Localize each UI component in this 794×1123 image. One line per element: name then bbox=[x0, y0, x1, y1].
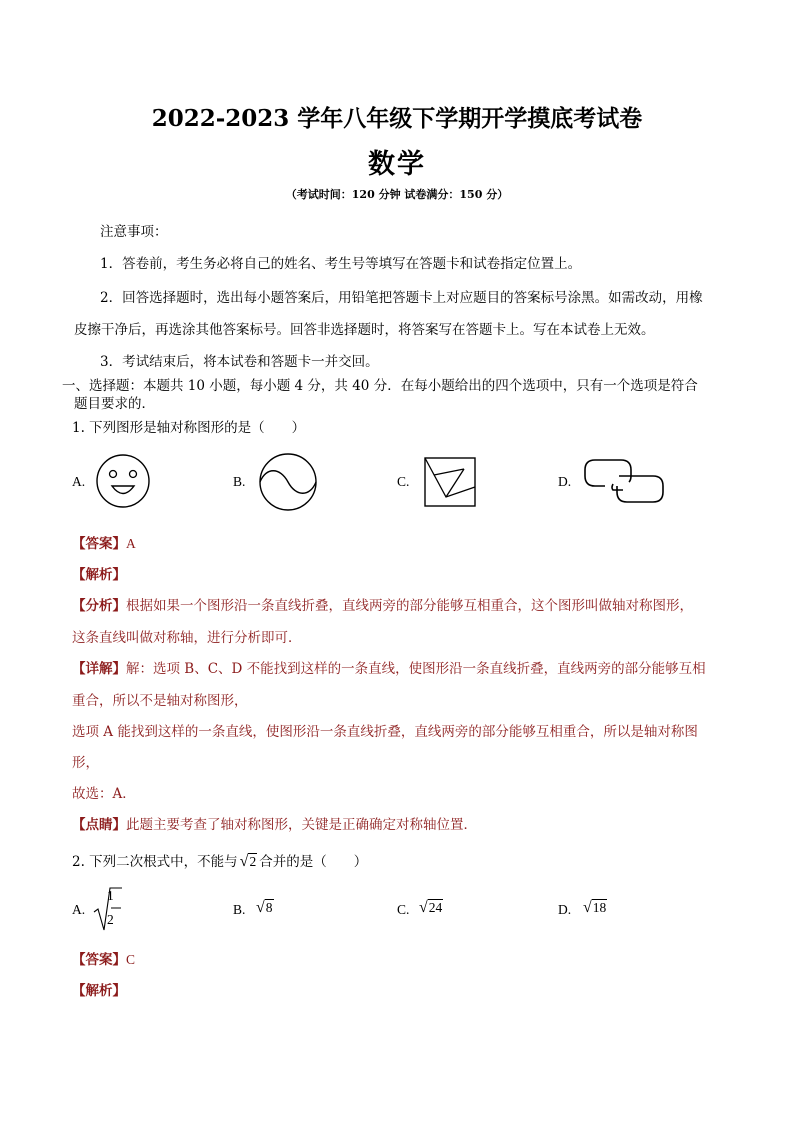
section-heading-line-1: 一、选择题：本题共 10 小题，每小题 4 分，共 40 分．在每小题给出的四个选项中，只有一个选项是符合 bbox=[62, 378, 698, 394]
exam-title: 2022-2023 学年八年级下学期开学摸底考试卷 bbox=[151, 105, 643, 132]
smiley-face-icon bbox=[94, 453, 160, 509]
q2-option-b-sqrt: √8 bbox=[256, 899, 273, 916]
answer-value: A bbox=[126, 536, 136, 551]
exam-info: （考试时间：120 分钟 试卷满分：150 分） bbox=[285, 188, 509, 201]
interlocking-chain-icon bbox=[583, 458, 665, 506]
subject-title: 数学 bbox=[368, 149, 426, 180]
q1-conclusion: 故选：A． bbox=[72, 786, 136, 802]
q2-option-d-label: D. bbox=[558, 902, 572, 917]
q1-analysis-tag: 【解析】 bbox=[72, 567, 126, 583]
q1-option-d-label: D. bbox=[558, 474, 572, 489]
q2-option-c-label: C. bbox=[397, 902, 410, 917]
q1-answer bbox=[72, 532, 136, 552]
q1-xiangjie-line-1 bbox=[72, 657, 706, 677]
q2-option-c-radicand: 24 bbox=[428, 900, 443, 915]
q2-option-b-label: B. bbox=[233, 902, 246, 917]
notice-item-3: 3．考试结束后，将本试卷和答题卡一并交回。 bbox=[100, 354, 379, 370]
q1-dianjing bbox=[72, 813, 477, 833]
q1-xiangjie-line-4: 形， bbox=[72, 755, 99, 771]
q2-stem-before: 2. 下列二次根式中，不能与 bbox=[72, 854, 238, 870]
q2-option-a-numerator: 1 bbox=[107, 888, 114, 903]
q1-option-b-label: B. bbox=[233, 474, 246, 489]
q1-option-a-label: A. bbox=[72, 474, 86, 489]
q2-option-d-radicand: 18 bbox=[592, 900, 607, 915]
question-1-stem: 1. 下列图形是轴对称图形的是（ ） bbox=[72, 420, 306, 436]
notice-item-2-line-2: 皮擦干净后，再选涂其他答案标号。回答非选择题时，将答案写在答题卡上。写在本试卷上无效。 bbox=[74, 322, 655, 338]
notice-item-2-line-1: 2．回答选择题时，选出每小题答案后，用铅笔把答题卡上对应题目的答案标号涂黑。如需改动，用橡 bbox=[100, 290, 703, 306]
answer-value: C bbox=[126, 952, 136, 967]
yin-yang-icon bbox=[258, 453, 318, 513]
q2-option-b-radicand: 8 bbox=[265, 900, 273, 915]
q2-option-a-denominator: 2 bbox=[107, 912, 114, 927]
notice-item-1: 1．答卷前，考生务必将自己的姓名、考生号等填写在答题卡和试卷指定位置上。 bbox=[100, 256, 582, 272]
fenxi-tag: 【分析】 bbox=[72, 598, 126, 614]
section-heading-line-2: 题目要求的． bbox=[74, 396, 155, 412]
xiangjie-text: 解：选项 B、C、D 不能找到这样的一条直线，使图形沿一条直线折叠，直线两旁的部分能够互相 bbox=[126, 661, 706, 677]
q2-option-d-sqrt: √18 bbox=[583, 899, 607, 916]
q2-option-c-sqrt: √24 bbox=[419, 899, 443, 916]
question-2-stem bbox=[72, 850, 367, 871]
q2-analysis-tag: 【解析】 bbox=[72, 983, 126, 999]
q2-stem-radicand: 2 bbox=[249, 854, 257, 869]
fenxi-text: 根据如果一个图形沿一条直线折叠，直线两旁的部分能够互相重合，这个图形叫做轴对称图形， bbox=[126, 598, 693, 614]
answer-tag: 【答案】 bbox=[72, 952, 126, 968]
q2-answer bbox=[72, 948, 135, 968]
q1-option-c-label: C. bbox=[397, 474, 410, 489]
q2-option-a-label: A. bbox=[72, 902, 86, 917]
square-pinwheel-icon bbox=[424, 457, 476, 507]
q1-fenxi-line-2: 这条直线叫做对称轴，进行分析即可． bbox=[72, 630, 302, 646]
answer-tag: 【答案】 bbox=[72, 536, 126, 552]
q1-xiangjie-line-3: 选项 A 能找到这样的一条直线，使图形沿一条直线折叠，直线两旁的部分能够互相重合，所以是轴对称图 bbox=[72, 724, 698, 740]
q2-stem-sqrt: √2 bbox=[239, 853, 257, 870]
dianjing-text: 此题主要考查了轴对称图形，关键是正确确定对称轴位置． bbox=[126, 817, 477, 833]
q2-stem-after: 合并的是（ ） bbox=[259, 854, 368, 870]
q1-xiangjie-line-2: 重合，所以不是轴对称图形， bbox=[72, 693, 248, 709]
notice-heading: 注意事项： bbox=[100, 224, 168, 240]
dianjing-tag: 【点睛】 bbox=[72, 817, 126, 833]
q1-fenxi-line-1 bbox=[72, 594, 693, 614]
xiangjie-tag: 【详解】 bbox=[72, 661, 126, 677]
